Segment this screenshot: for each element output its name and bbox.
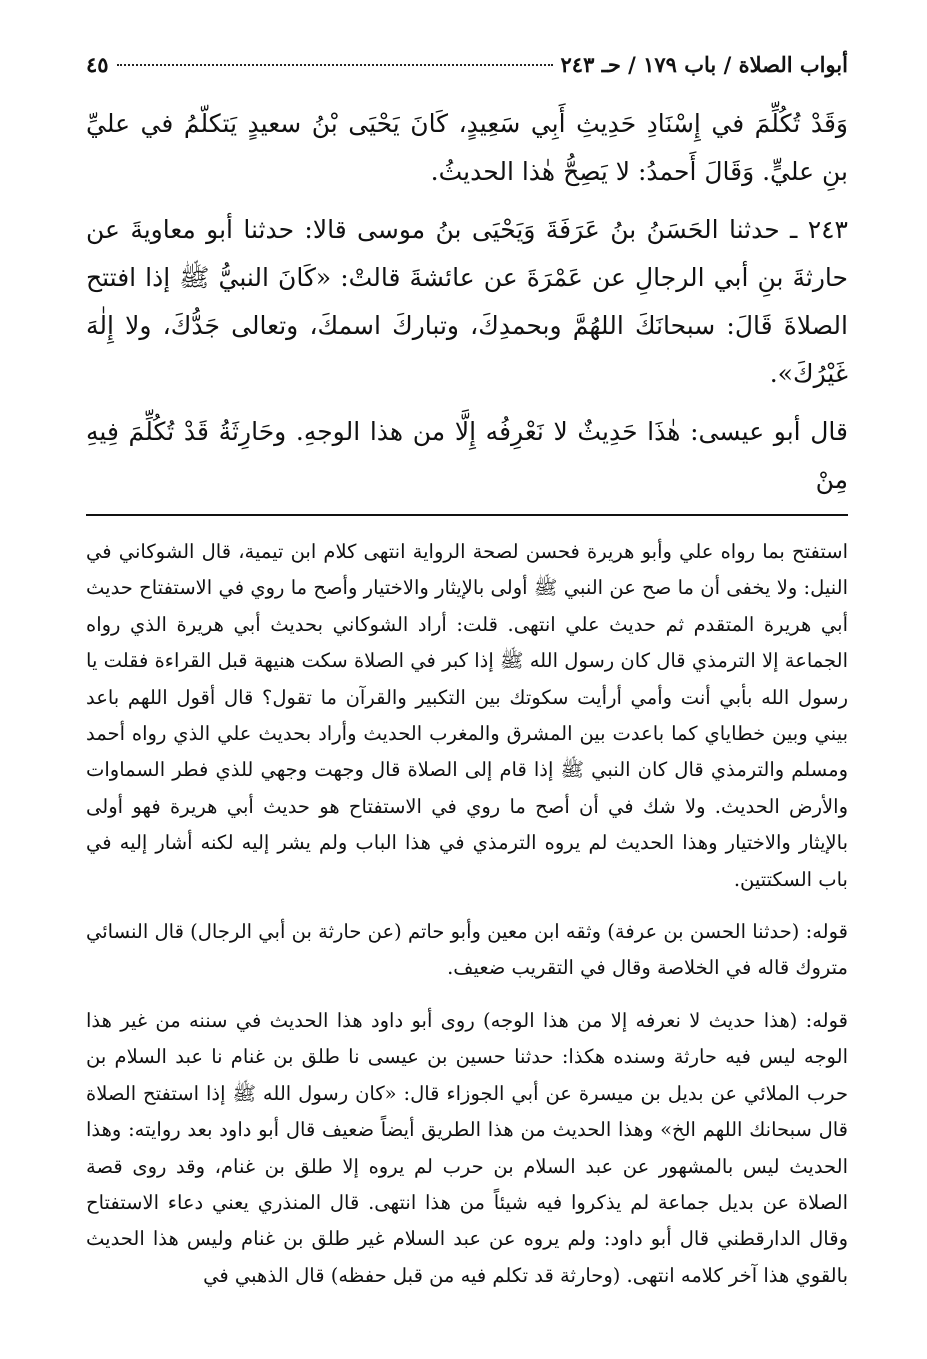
page-number: ٤٥ (86, 52, 109, 77)
commentary-paragraph: استفتح بما رواه علي وأبو هريرة فحسن لصحة الرواية انتهى كلام ابن تيمية، قال الشوكاني في النيل: ولا يخفى أن ما صح عن النبي ﷺ أولى بالإيثار والاختيار وأصح ما روي في الاستفتاح حديث أبي هريرة المتقدم ثم حديث علي انتهى. قلت: أراد الشوكاني بحديث أبي هريرة الذي رواه الجماعة إلا الترمذي قال كان رسول الله ﷺ إذا كبر في الصلاة سكت هنيهة قبل القراءة فقلت يا رسول الله بأبي أنت وأمي أرأيت سكوتك بين التكبير والقرآن ما تقول؟ قال أقول اللهم باعد بيني وبين خطاياي كما باعدت بين المشرق والمغرب الحديث وأراد بحديث علي الذي رواه أحمد ومسلم والترمذي قال كان النبي ﷺ إذا قام إلى الصلاة قال وجهت وجهي للذي فطر السماوات والأرض الحديث. ولا شك في أن أصح ما روي في الاستفتاح هو حديث أبي هريرة فهو أولى بالإيثار والاختيار وهذا الحديث لم يروه الترمذي في هذا الباب ولم يشر إليه لكنه أشار إليه في باب السكتتين. (86, 540, 848, 891)
commentary (86, 534, 848, 1294)
commentary-paragraph: قوله: (هذا حديث لا نعرفه إلا من هذا الوجه) روى أبو داود هذا الحديث في سننه من غير هذا الوجه ليس فيه حارثة وسنده هكذا: حدثنا حسين بن عيسى نا طلق بن غنام نا عبد السلام بن حرب الملائي عن بديل بن ميسرة عن أبي الجوزاء قال: «كان رسول الله ﷺ إذا استفتح الصلاة قال سبحانك اللهم الخ» وهذا الحديث من هذا الطريق أيضاً ضعيف قال أبو داود بعد روايته: وهذا الحديث ليس بالمشهور عن عبد السلام بن حرب لم يروه إلا طلق بن غنام، وقد روى قصة الصلاة عن بديل جماعة لم يذكروا فيه شيئاً من هذا انتهى. قال المنذري يعني دعاء الاستفتاح وقال الدارقطني قال أبو داود: ولم يروه عن عبد السلام غير طلق بن غنام وليس هذا الحديث بالقوي هذا آخر كلامه انتهى. (وحارثة قد تكلم فيه من قبل حفظه) قال الذهبي في (86, 1008, 848, 1287)
footnote-separator (86, 514, 848, 516)
page (86, 52, 848, 1294)
hadith-paragraph: ٢٤٣ ـ حدثنا الحَسَنُ بنُ عَرَفَةَ وَيَحْيَى بنُ موسى قالا: حدثنا أبو معاويةَ عن حارثةَ بنِ أبي الرجالِ عن عَمْرَةَ عن عائشةَ قالتْ: «كَانَ النبيُّ ﷺ إذا افتتح الصلاةَ قَالَ: سبحانَكَ اللهُمَّ وبحمدِكَ، وتباركَ اسمكَ، وتعالى جَدُّكَ، ولا إِلٰهَ غَيْرُكَ». (86, 215, 849, 388)
running-header (86, 52, 848, 92)
commentary-paragraph: قوله: (حدثنا الحسن بن عرفة) وثقه ابن معين وأبو حاتم (عن حارثة بن أبي الرجال) قال النسائي متروك قاله في الخلاصة وقال في التقريب ضعيف. (86, 920, 848, 980)
main-paragraph: قال أبو عيسى: هٰذَا حَدِيثٌ لا نَعْرِفُه إِلَّا من هذا الوجهِ. وحَارِثَةُ قَدْ تُكُلِّمَ فِيهِ مِنْ (86, 417, 848, 494)
header-title: أبواب الصلاة / باب ١٧٩ / حـ ٢٤٣ (560, 52, 848, 77)
main-text (86, 100, 848, 504)
header-leader-dots (117, 64, 553, 66)
main-paragraph: وَقَدْ تُكُلِّمَ في إِسْنَادِ حَدِيثِ أَبِي سَعِيدٍ، كَانَ يَحْيَى بْنُ سعيدٍ يَتكلّمُ في عليِّ بنِ عليٍّ. وَقَالَ أَحمدُ: لا يَصِحُّ هٰذا الحديثُ. (86, 109, 848, 186)
